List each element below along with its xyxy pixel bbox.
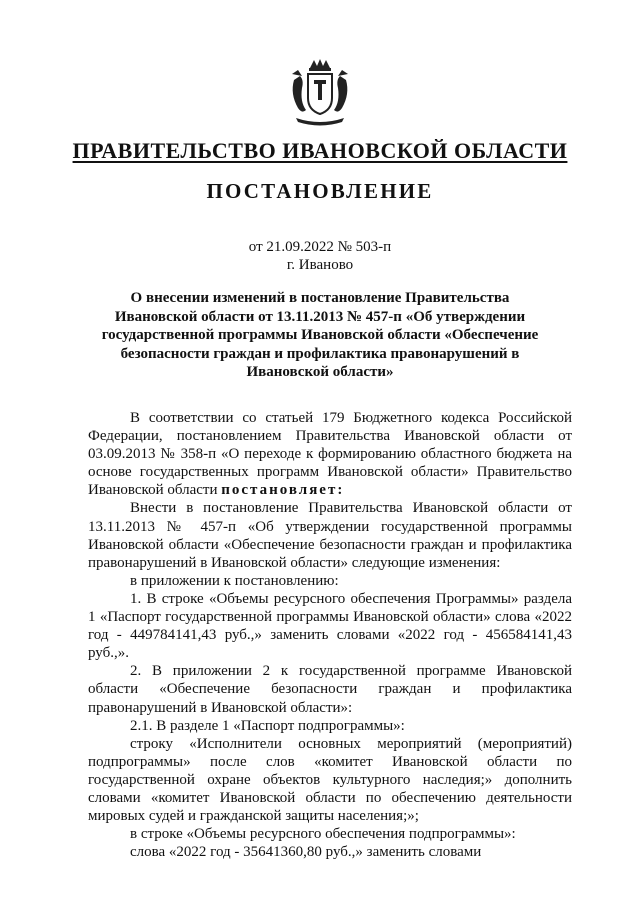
paragraph: в приложении к постановлению: (130, 572, 339, 589)
city-name: г. Иваново (286, 257, 354, 273)
paragraph: в строке «Объемы ресурсного обеспечения подпрограммы»: (130, 826, 516, 843)
date-and-number-block (0, 238, 640, 274)
paragraph: строку «Исполнители основных мероприятий (мероприятий) подпрограммы» после слов «комитет Ивановской области по государственной охране объектов культурного наследия;» дополнить словами «комитет Ивановской области по обеспечению деятельности мировых судей и гражданской защиты населения;»; (88, 735, 572, 825)
paragraph: 2. В приложении 2 к государственной программе Ивановской области «Обеспечение безопасности граждан и профилактика правонарушений в Ивановской области»: (88, 663, 572, 716)
paragraph: Внести в постановление Правительства Ивановской области от 13.11.2013 № 457-п «Об утверждении государственной программы Ивановской области «Обеспечение безопасности граждан и профилактика правонарушений в Ивановской области» следующие изменения: (88, 500, 572, 571)
resolves-verb: постановляет: (221, 482, 345, 499)
coat-of-arms-emblem (288, 58, 352, 128)
government-name-heading: ПРАВИТЕЛЬСТВО ИВАНОВСКОЙ ОБЛАСТИ (72, 138, 568, 163)
decree-subject-title: О внесении изменений в постановление Правительства Ивановской области от 13.11.2013 № 457-п «Об утверждении государственной программы Ивановской области «Обеспечение безопасности граждан и профилактика правонарушений в Ивановской области» (101, 290, 539, 380)
decree-body (88, 409, 572, 861)
paragraph: 1. В строке «Объемы ресурсного обеспечения Программы» раздела 1 «Паспорт государственной программы Ивановской области» слова «2022 год - 449784141,43 руб.,» заменить словами «2022 год - 456584141,43 руб.,». (88, 590, 572, 662)
document-type-title: ПОСТАНОВЛЕНИЕ (206, 179, 434, 203)
preamble-text: В соответствии со статьей 179 Бюджетного кодекса Российской Федерации, постановлением Правительства Ивановской области от 03.09.2013 № 358-п «О переходе к формированию областного бюджета на основе государственных программ Ивановской области» Правительство Ивановской области (88, 410, 572, 499)
paragraph-preamble (88, 409, 572, 499)
date-number: от 21.09.2022 № 503-п (248, 239, 392, 255)
paragraph: слова «2022 год - 35641360,80 руб.,» заменить словами (130, 844, 482, 861)
paragraph: 2.1. В разделе 1 «Паспорт подпрограммы»: (130, 717, 405, 734)
